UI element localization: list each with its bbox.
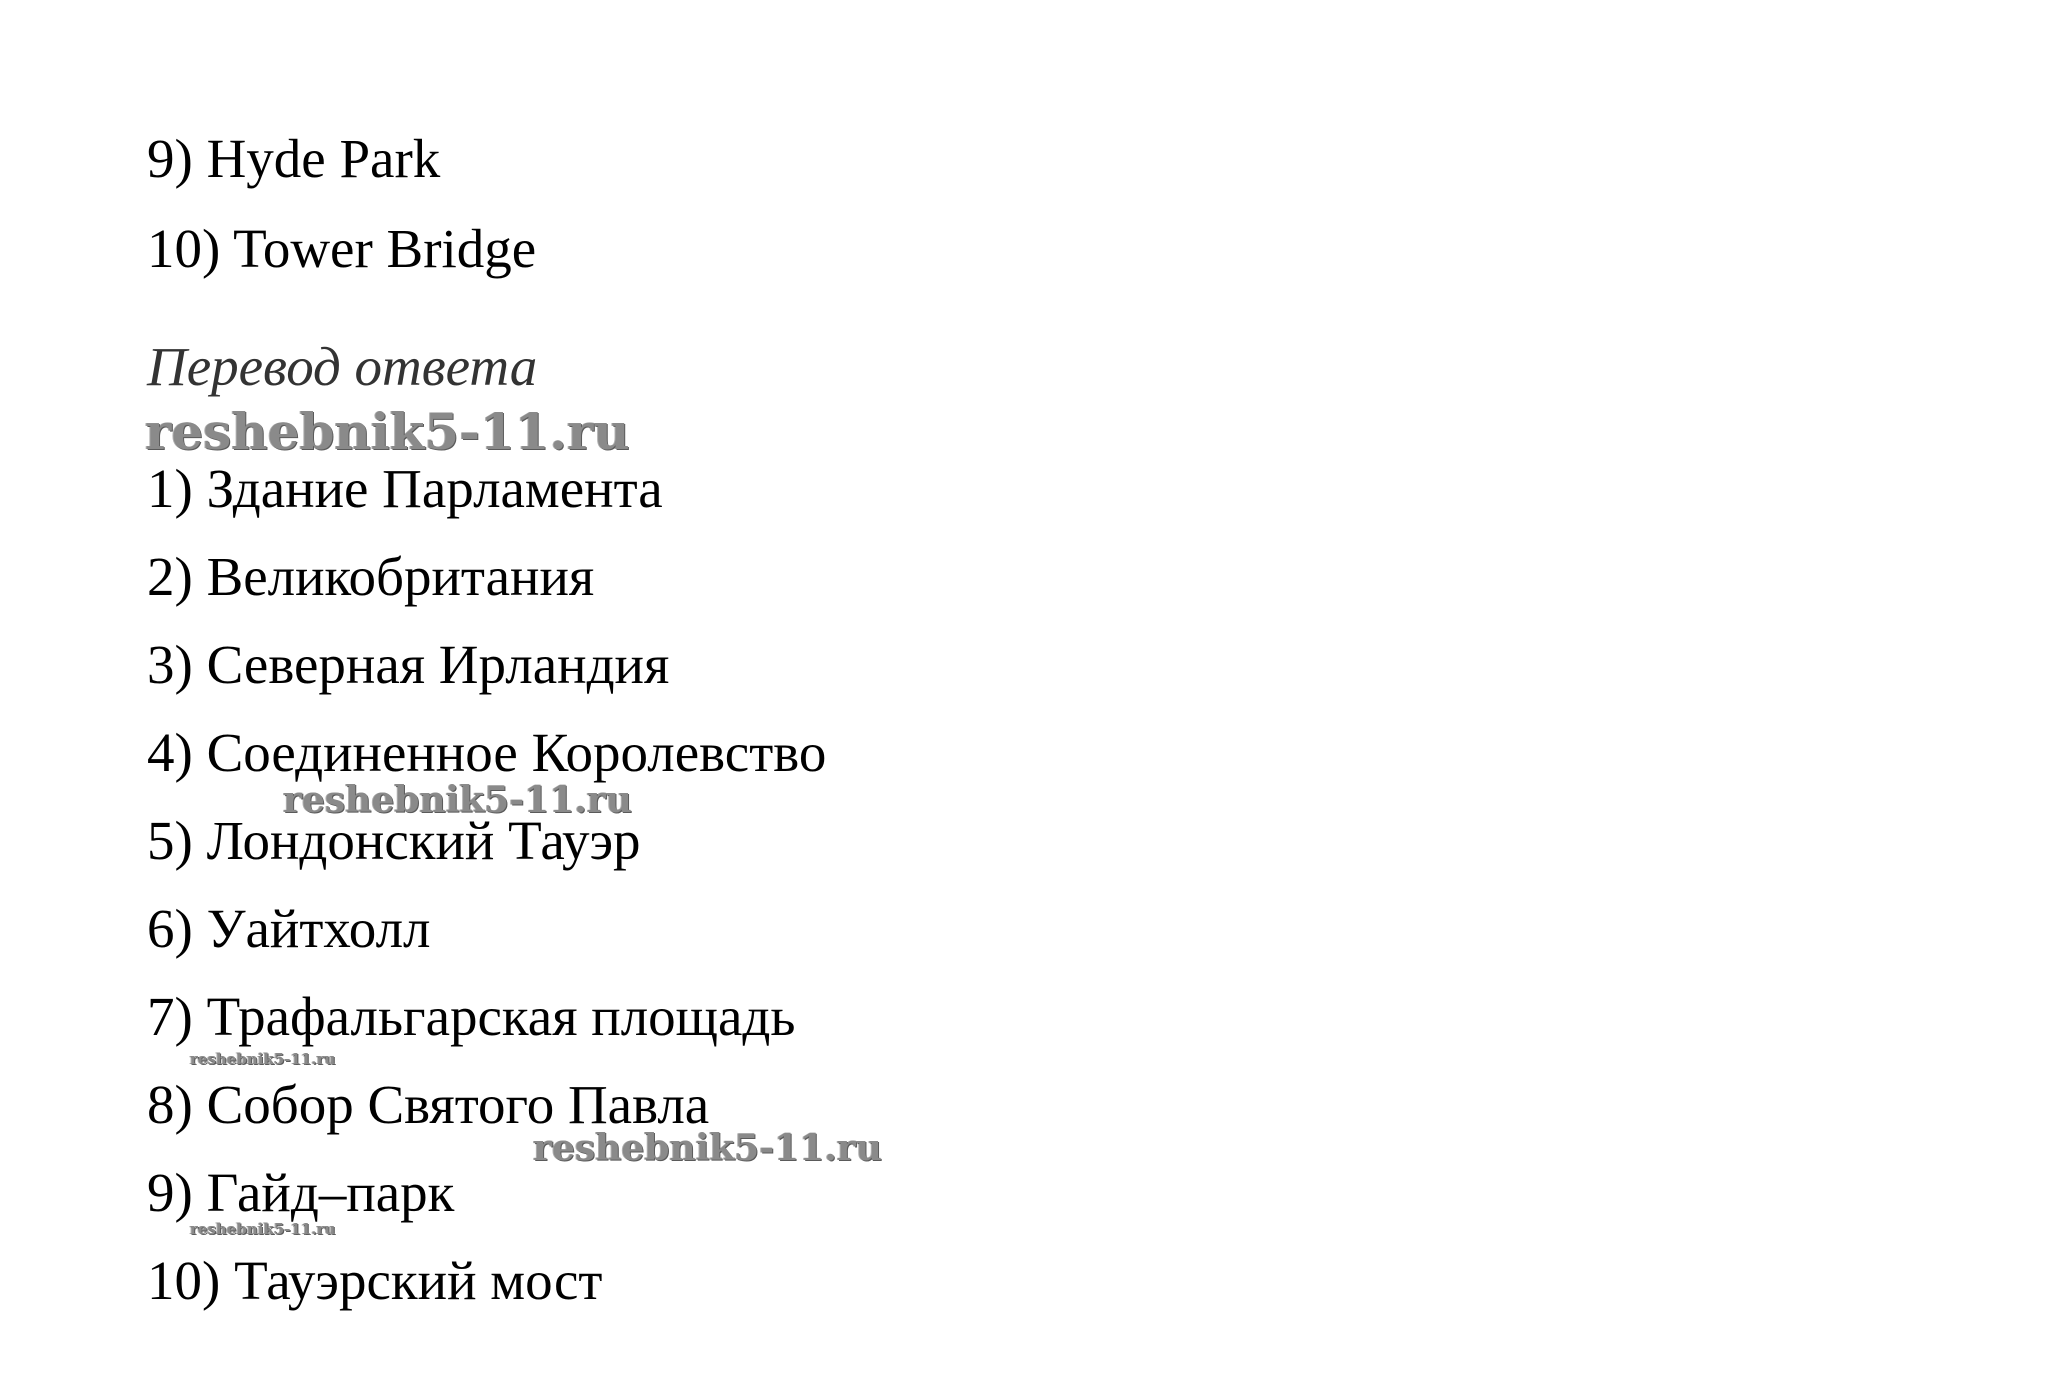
russian-item-6: 6) Уайтхолл — [147, 898, 431, 959]
watermark: reshebnik5-11.ru — [190, 1220, 336, 1238]
watermark: reshebnik5-11.ru — [145, 402, 630, 461]
russian-item-3: 3) Северная Ирландия — [147, 634, 670, 695]
russian-item-1: 1) Здание Парламента — [147, 458, 663, 519]
russian-item-9: 9) Гайд–парк — [147, 1162, 455, 1223]
russian-item-2: 2) Великобритания — [147, 546, 595, 607]
english-item-9: 9) Hyde Park — [147, 128, 441, 189]
russian-item-8: 8) Собор Святого Павла — [147, 1074, 710, 1135]
russian-item-4: 4) Соединенное Королевство — [147, 722, 827, 783]
russian-item-5: 5) Лондонский Тауэр — [147, 810, 641, 871]
russian-item-7: 7) Трафальгарская площадь — [147, 986, 796, 1047]
watermark: reshebnik5-11.ru — [190, 1050, 336, 1068]
english-item-10: 10) Tower Bridge — [147, 218, 537, 279]
watermark: reshebnik5-11.ru — [533, 1127, 882, 1169]
translation-heading: Перевод ответа — [147, 336, 538, 397]
russian-item-10: 10) Тауэрский мост — [147, 1250, 603, 1311]
watermark: reshebnik5-11.ru — [283, 779, 632, 821]
